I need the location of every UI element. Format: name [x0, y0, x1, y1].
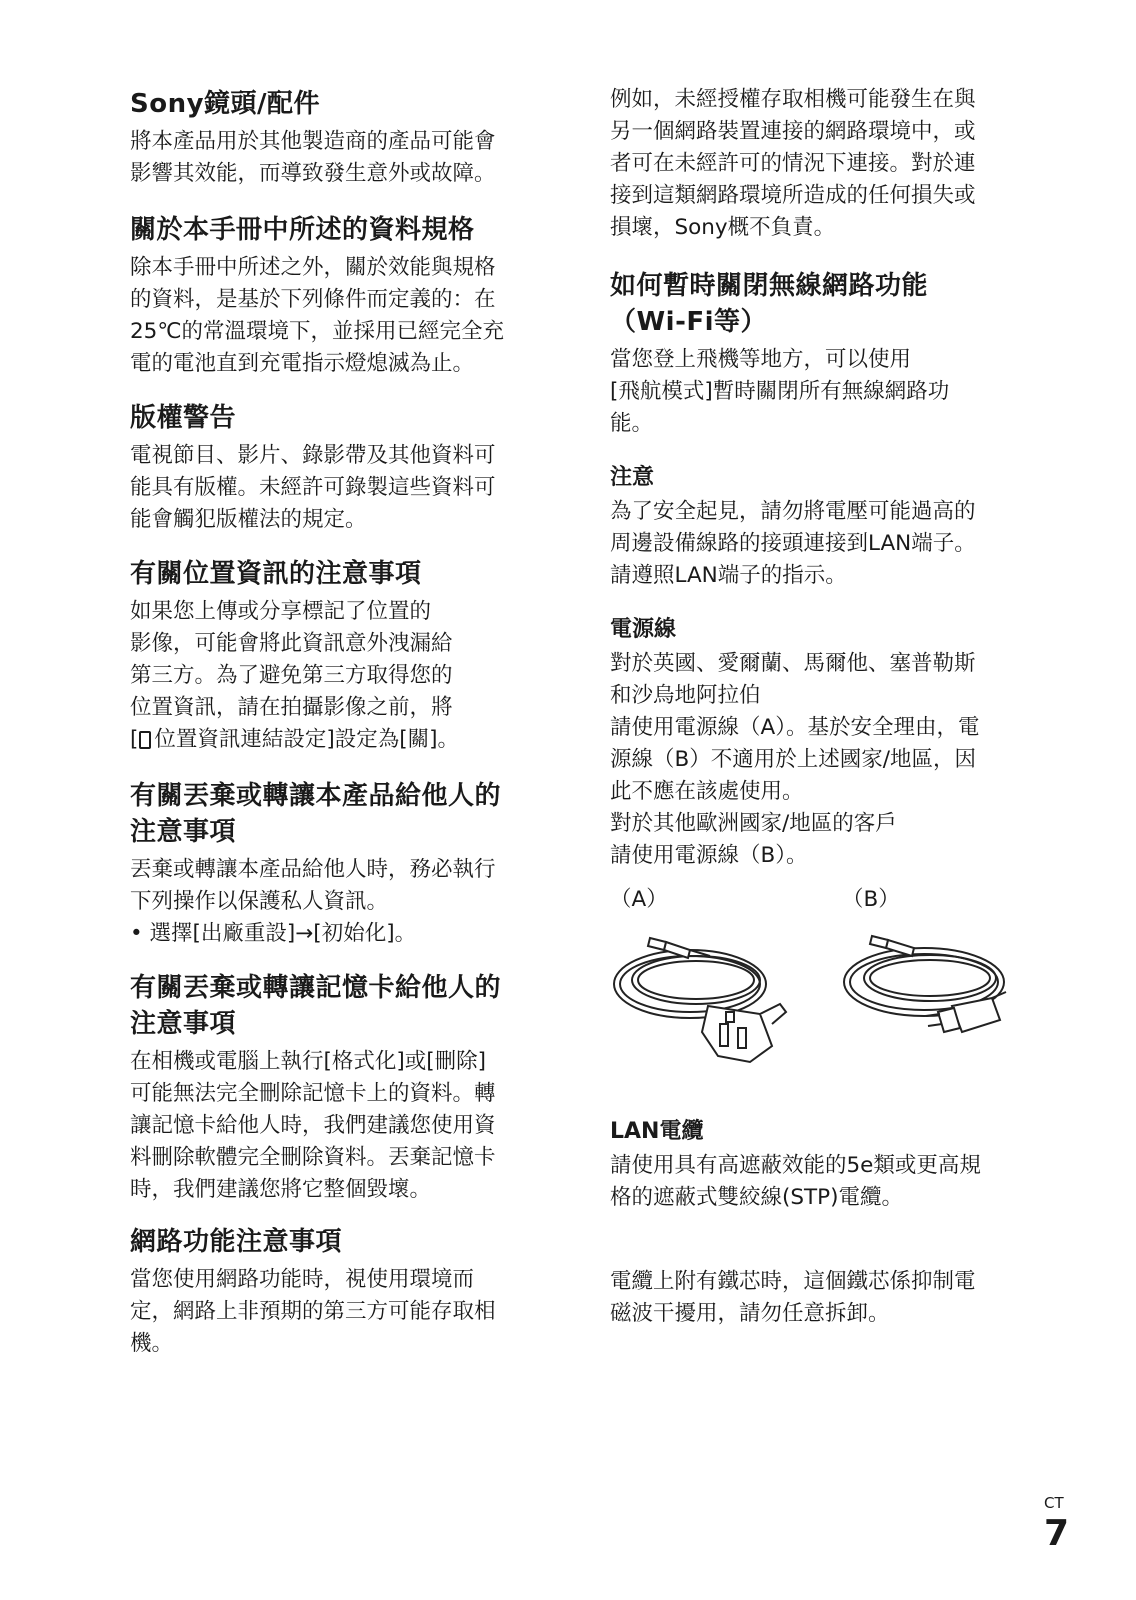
- text-line: 機。: [130, 1331, 174, 1356]
- section-heading: 版權警告: [130, 403, 237, 433]
- text-line: [飛航模式]暫時關閉所有無線網路功: [610, 379, 950, 404]
- text-line: 當您登上飛機等地方，可以使用: [610, 347, 912, 372]
- page-region-code: CT: [1044, 1494, 1064, 1512]
- section-body: [610, 496, 1040, 592]
- heading-line: 如何暫時關閉無線網路功能: [610, 271, 929, 301]
- section-body: [610, 84, 1040, 244]
- text-line: 位置資訊，請在拍攝影像之前，將: [130, 695, 453, 720]
- section-body: [130, 596, 560, 756]
- section-network-continued: [610, 84, 1040, 244]
- text-line: 對於其他歐洲國家/地區的客戶: [610, 811, 897, 836]
- section-spec: [130, 212, 560, 380]
- section-heading: Sony鏡頭/配件: [130, 89, 321, 119]
- text-line: 能會觸犯版權法的規定。: [130, 507, 367, 532]
- text-line: 接到這類網路環境所造成的任何損失或: [610, 183, 976, 208]
- section-copyright: [130, 400, 560, 536]
- text-line: 第三方。為了避免第三方取得您的: [130, 663, 453, 688]
- text-line: 源線（B）不適用於上述國家/地區，因: [610, 747, 976, 772]
- text-line: 的資料，是基於下列條件而定義的：在: [130, 287, 496, 312]
- text-line: 為了安全起見，請勿將電壓可能過高的: [610, 499, 976, 524]
- section-heading: [130, 970, 560, 1042]
- heading-line: 注意事項: [130, 817, 237, 847]
- power-cord-b-illustration: [842, 928, 1012, 1048]
- section-heading: [610, 268, 1040, 340]
- text-line: 影響其效能，而導致發生意外或故障。: [130, 161, 496, 186]
- section-dispose-product: [130, 778, 560, 950]
- text-line: 丟棄或轉讓本產品給他人時，務必執行: [130, 857, 496, 882]
- text-line: 周邊設備線路的接頭連接到LAN端子。: [610, 531, 976, 556]
- text-line: 料刪除軟體完全刪除資料。丟棄記憶卡: [130, 1145, 496, 1170]
- section-body: [130, 854, 560, 950]
- text-line: 此不應在該處使用。: [610, 779, 804, 804]
- figure-label-b: （B）: [842, 887, 900, 912]
- section-body: [610, 648, 1040, 872]
- text-line: 例如，未經授權存取相機可能發生在與: [610, 87, 976, 112]
- text-line: 將本產品用於其他製造商的產品可能會: [130, 129, 496, 154]
- text-line: 磁波干擾用，請勿任意拆卸。: [610, 1301, 890, 1326]
- text-line: 能。: [610, 411, 654, 436]
- section-body: [130, 252, 560, 380]
- section-power-cord: [610, 614, 1040, 872]
- text-line: 可能無法完全刪除記憶卡上的資料。轉: [130, 1081, 496, 1106]
- section-heading: 網路功能注意事項: [130, 1227, 343, 1257]
- text-line: 在相機或電腦上執行[格式化]或[刪除]: [130, 1049, 487, 1074]
- text-line: 能具有版權。未經許可錄製這些資料可: [130, 475, 496, 500]
- section-caution: [610, 462, 1040, 592]
- text-line: 讓記憶卡給他人時，我們建議您使用資: [130, 1113, 496, 1138]
- section-dispose-card: [130, 970, 560, 1206]
- figure-label-a: （A）: [610, 887, 668, 912]
- section-sony-lens: [130, 86, 560, 190]
- heading-line: 有關丟棄或轉讓記憶卡給他人的: [130, 973, 502, 1003]
- section-heading: 關於本手冊中所述的資料規格: [130, 215, 475, 245]
- text-line: 請使用電源線（A）。基於安全理由，電: [610, 715, 980, 740]
- page-number: 7: [1044, 1513, 1070, 1554]
- section-body: [610, 1150, 1040, 1214]
- text-line: 25℃的常溫環境下，並採用已經完全充: [130, 319, 505, 344]
- text-line: 格的遮蔽式雙絞線(STP)電纜。: [610, 1185, 904, 1210]
- text-line: 電視節目、影片、錄影帶及其他資料可: [130, 443, 496, 468]
- heading-line: 有關丟棄或轉讓本產品給他人的: [130, 781, 502, 811]
- ferrite-core-note: [610, 1266, 1040, 1330]
- text-line: 電的電池直到充電指示燈熄滅為止。: [130, 351, 475, 376]
- section-body: [610, 344, 1040, 440]
- heading-line: 注意事項: [130, 1009, 237, 1039]
- bracket-open: [: [130, 727, 139, 752]
- text-line: 如果您上傳或分享標記了位置的: [130, 599, 432, 624]
- section-body: [130, 1046, 560, 1206]
- camera-icon: [139, 731, 151, 749]
- text-fragment: 位置資訊連結設定]設定為[關]。: [154, 727, 460, 752]
- text-line: 時，我們建議您將它整個毀壞。: [130, 1177, 432, 1202]
- text-line: 定，網路上非預期的第三方可能存取相: [130, 1299, 496, 1324]
- text-line: [130, 724, 560, 756]
- section-body: [130, 1264, 560, 1360]
- section-heading: 有關位置資訊的注意事項: [130, 559, 422, 589]
- section-heading: 電源線: [610, 617, 677, 642]
- section-heading: LAN電纜: [610, 1119, 704, 1144]
- section-body: [130, 126, 560, 190]
- section-body: [130, 440, 560, 536]
- text-line: 對於英國、愛爾蘭、馬爾他、塞普勒斯: [610, 651, 976, 676]
- section-network: [130, 1224, 560, 1360]
- text-line: 除本手冊中所述之外，關於效能與規格: [130, 255, 496, 280]
- text-line: 和沙烏地阿拉伯: [610, 683, 761, 708]
- text-line: 另一個網路裝置連接的網路環境中，或: [610, 119, 976, 144]
- heading-line: （Wi-Fi等）: [610, 307, 768, 337]
- section-heading: [130, 778, 560, 850]
- power-cord-a-illustration: [610, 928, 790, 1068]
- text-line: 影像，可能會將此資訊意外洩漏給: [130, 631, 453, 656]
- section-lan-cable: [610, 1116, 1040, 1330]
- text-line: 當您使用網路功能時，視使用環境而: [130, 1267, 475, 1292]
- text-line: 電纜上附有鐵芯時，這個鐵芯係抑制電: [610, 1269, 976, 1294]
- text-line: 請使用電源線（B）。: [610, 843, 808, 868]
- text-line: 請遵照LAN端子的指示。: [610, 563, 847, 588]
- text-line: 請使用具有高遮蔽效能的5e類或更高規: [610, 1153, 981, 1178]
- section-location: [130, 556, 560, 756]
- text-line: 下列操作以保護私人資訊。: [130, 889, 389, 914]
- bullet-item: • 選擇[出廠重設]→[初始化]。: [130, 921, 417, 946]
- section-heading: 注意: [610, 465, 655, 490]
- text-line: 者可在未經許可的情況下連接。對於連: [610, 151, 976, 176]
- text-line: 損壞，Sony概不負責。: [610, 215, 836, 240]
- section-wifi-off: [610, 268, 1040, 440]
